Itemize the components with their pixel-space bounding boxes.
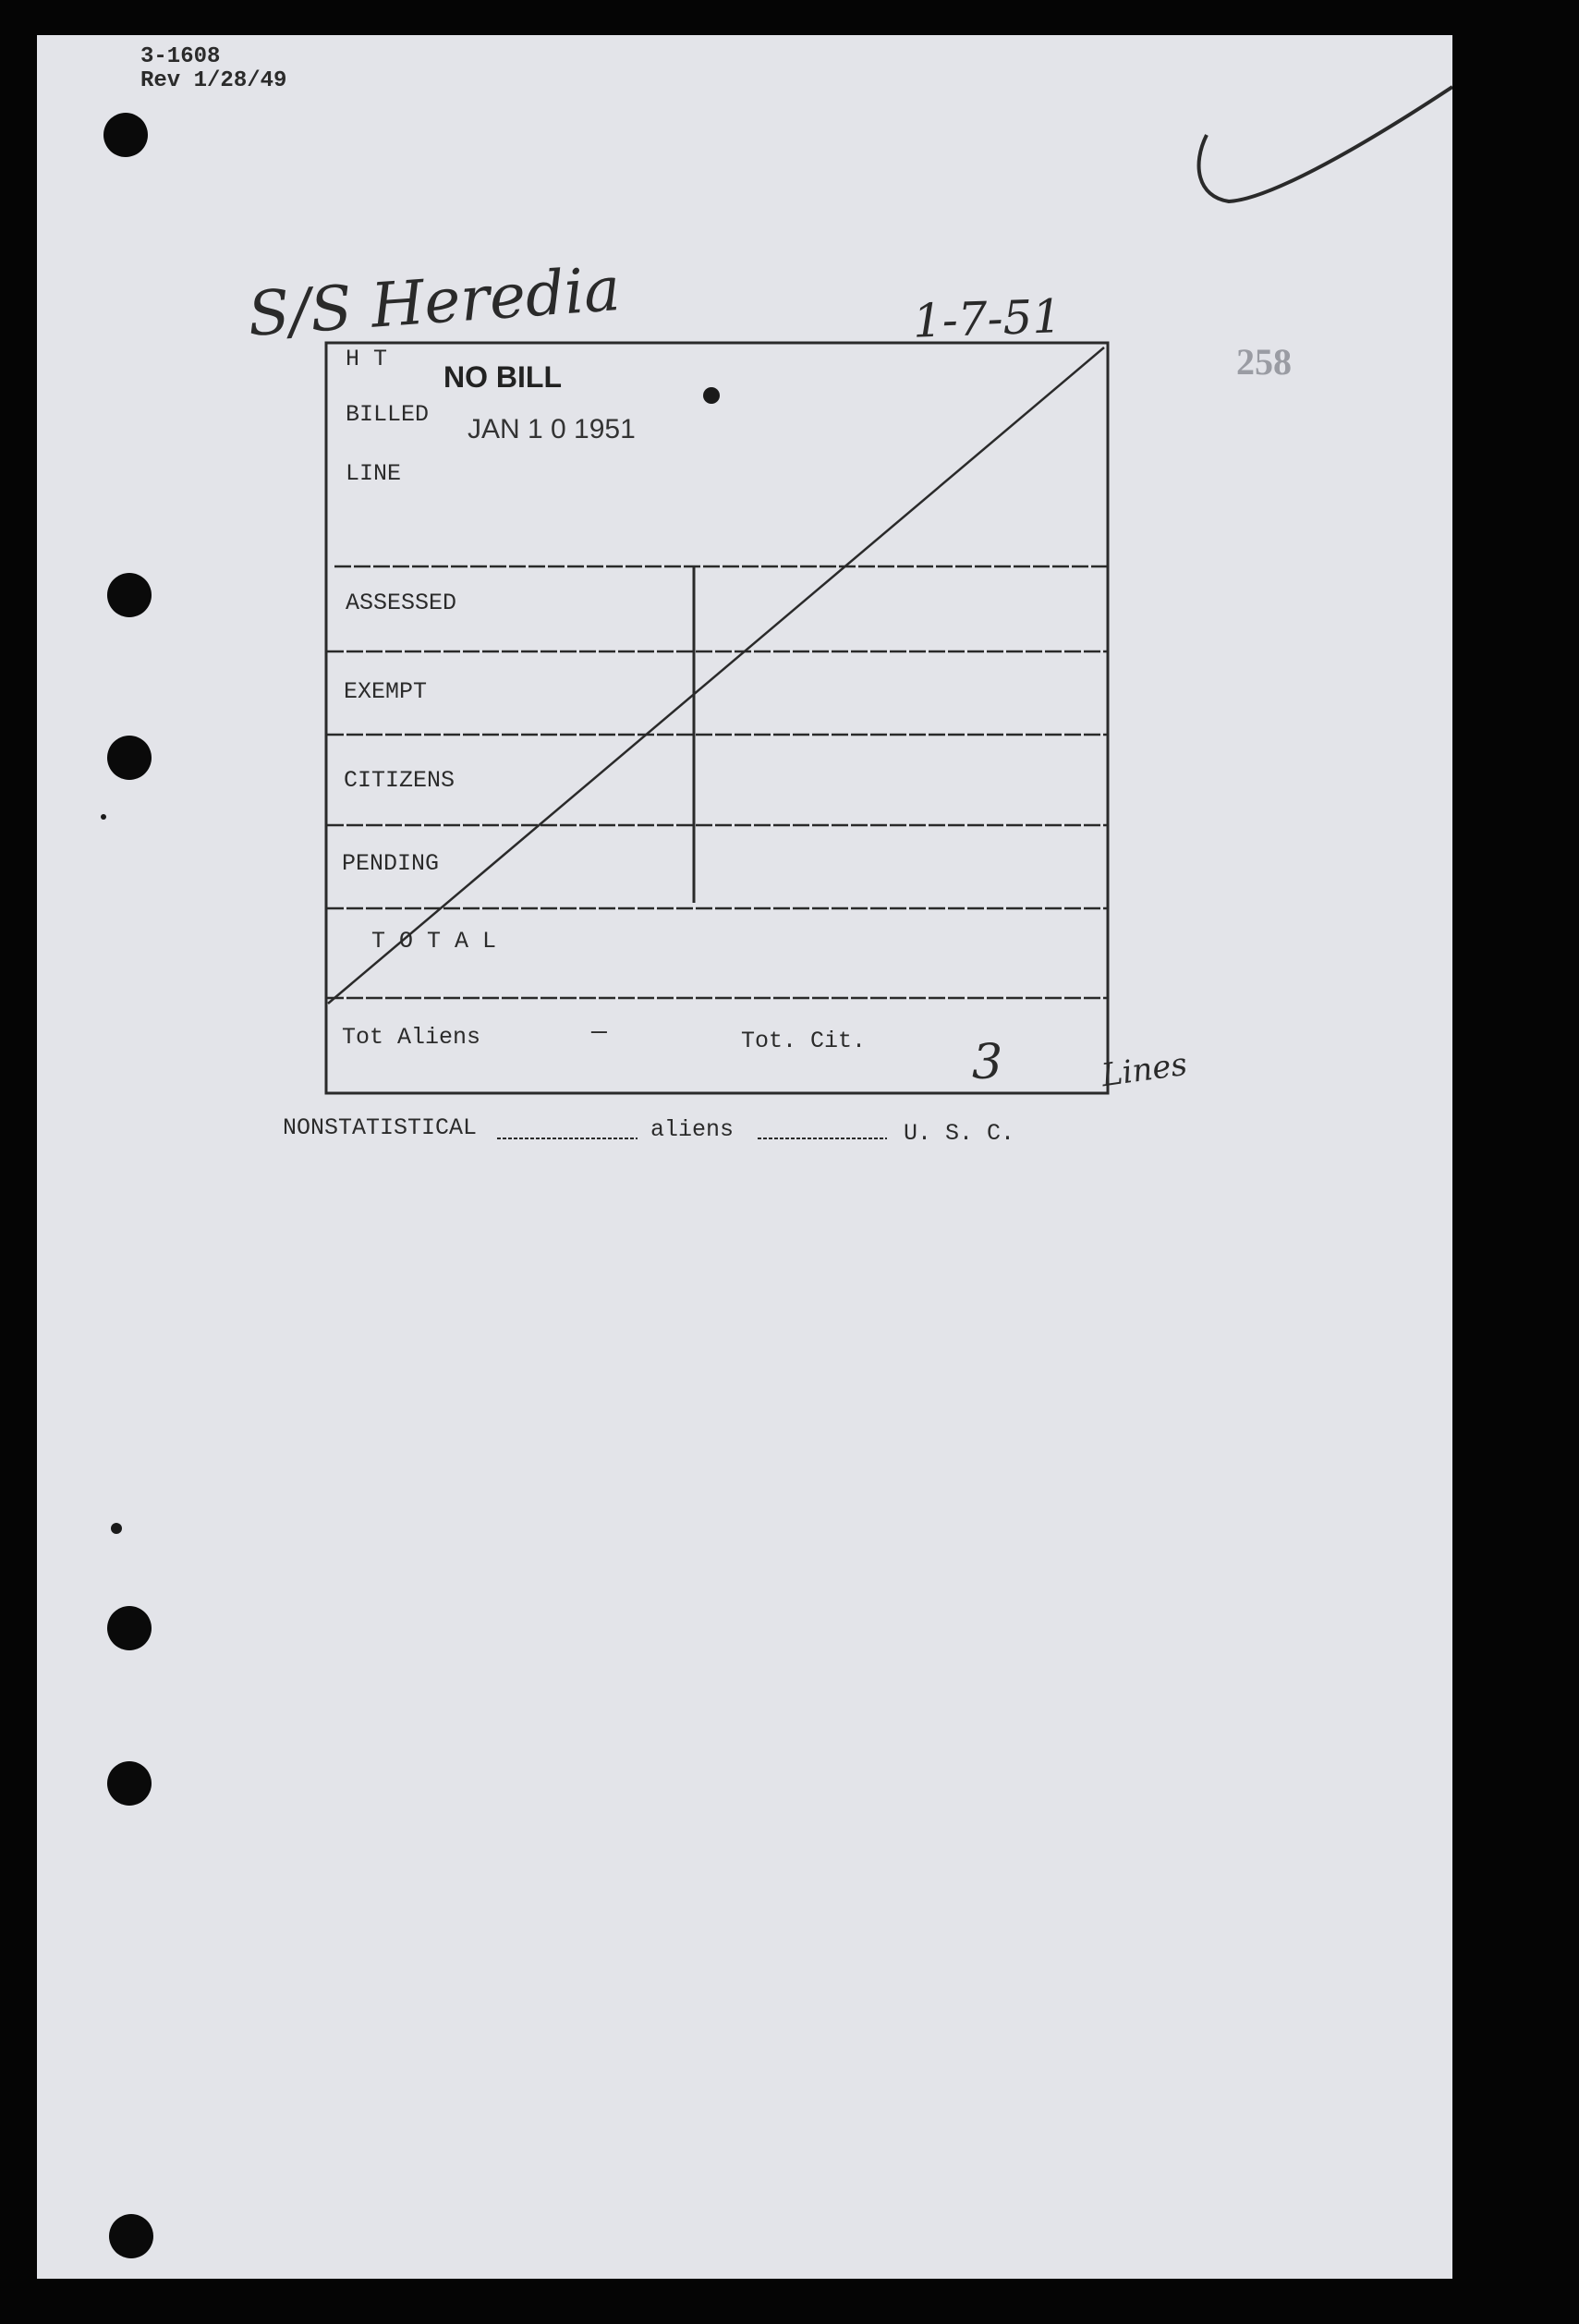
page-number: 258	[1236, 341, 1292, 383]
tot-aliens-label: Tot Aliens	[342, 1024, 481, 1051]
nonstat-aliens-label: aliens	[650, 1116, 735, 1143]
tot-aliens-value: —	[591, 1018, 607, 1047]
row-label-citizens: CITIZENS	[344, 767, 455, 794]
row-label-assessed: ASSESSED	[346, 590, 457, 616]
vessel-name: S/S Heredia	[245, 253, 623, 350]
document-page	[37, 35, 1452, 2279]
handwritten-date: 1-7-51	[912, 289, 1063, 348]
billed-date-stamp: JAN 1 0 1951	[468, 414, 636, 444]
form-number: 3-1608	[140, 44, 221, 69]
form-box	[326, 343, 1108, 1093]
ink-spot	[111, 1523, 122, 1534]
label-line: LINE	[346, 460, 402, 487]
tot-cit-note: Lines	[1099, 1045, 1190, 1095]
row-label-exempt: EXEMPT	[344, 678, 428, 705]
tot-cit-value: 3	[972, 1035, 1003, 1090]
total-label: T O T A L	[371, 928, 497, 955]
label-ht: H T	[346, 346, 388, 372]
form-lines	[37, 35, 1452, 2279]
row-label-pending: PENDING	[342, 850, 440, 877]
nonstat-usc-label: U. S. C.	[904, 1120, 1015, 1147]
no-bill-stamp: NO BILL	[443, 360, 562, 394]
ink-spot	[101, 814, 106, 820]
tot-cit-label: Tot. Cit.	[741, 1028, 867, 1054]
form-revision: Rev 1/28/49	[140, 68, 287, 93]
cancel-line	[328, 347, 1104, 1004]
checkmark-icon	[1199, 87, 1452, 201]
nonstat-label: NONSTATISTICAL	[283, 1114, 478, 1141]
label-billed: BILLED	[346, 401, 430, 428]
ink-spot	[703, 387, 720, 404]
